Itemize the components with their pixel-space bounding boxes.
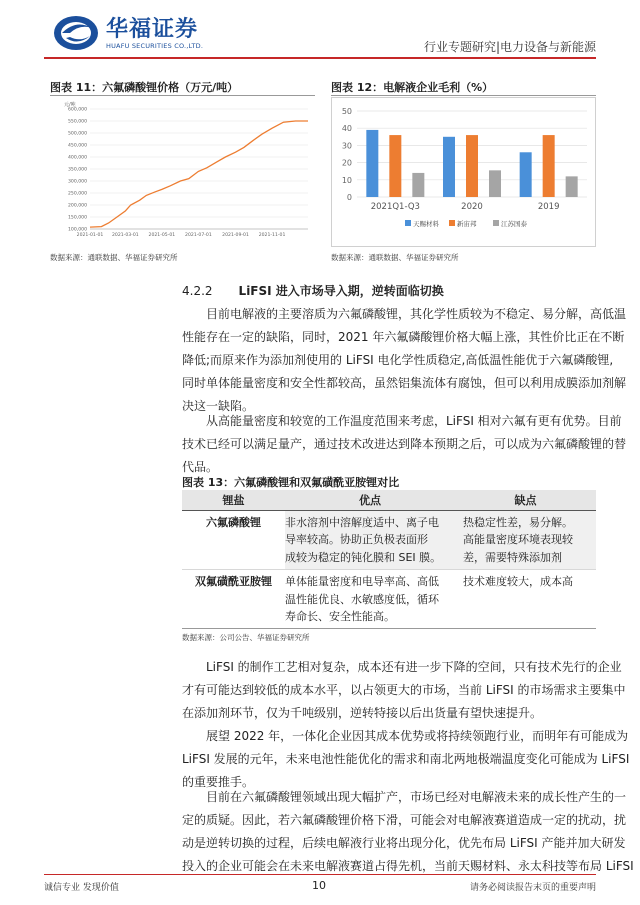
lipf6-price-chart xyxy=(50,97,315,247)
table-row xyxy=(182,510,596,570)
paragraph-2 xyxy=(182,410,627,479)
figure-11-rule xyxy=(50,95,315,96)
figure-11-source: 数据来源：通联数据、华福证券研究所 xyxy=(50,253,178,262)
text-line: 非水溶剂中溶解度适中、离子电 xyxy=(285,515,439,529)
text-line: 的重要推手。 xyxy=(182,775,255,789)
text-line: 成较为稳定的钝化膜和 SEI 膜。 xyxy=(285,550,442,564)
paragraph-3 xyxy=(182,656,626,725)
table-row xyxy=(182,570,596,629)
text-line: 投入的企业可能会在未来电解液赛道占得先机，当前天赐材料、永太科技等布局 LiFSI xyxy=(182,859,634,873)
text-line: 寿命长、安全性能高。 xyxy=(285,610,395,623)
bar xyxy=(389,135,401,197)
y-tick-label: 450,000 xyxy=(68,143,87,149)
salt-name: 六氟磷酸锂 xyxy=(206,515,261,529)
text-line: 决这一缺陷。 xyxy=(182,399,255,413)
company-logo xyxy=(52,12,212,56)
report-type: 行业专题研究|电力设备与新能源 xyxy=(423,40,596,54)
text-line: 动是逆转切换的过程，后续电解液行业将出现分化，优先布局 LiFSI 产能并加大研发 xyxy=(182,836,626,850)
legend-label: 新宙邦 xyxy=(457,220,477,228)
y-tick-label: 250,000 xyxy=(68,191,87,197)
text-line: 单体能量密度和电导率高、高低 xyxy=(285,575,439,588)
legend-label: 江苏国泰 xyxy=(501,220,527,228)
column-header: 优点 xyxy=(285,490,455,510)
figure-13-title: 图表 13：六氟磷酸锂和双氟磺酰亚胺锂对比 xyxy=(182,476,400,489)
section-title: LiFSI 进入市场导入期，逆转面临切换 xyxy=(238,284,444,298)
y-tick-label: 20 xyxy=(341,158,352,168)
text-line: 才有可能达到较低的成本水平，以占领更大的市场，当前 LiFSI 的市场需求主要集中 xyxy=(182,683,626,697)
text-line: 降低;而原来作为添加剂使用的 LiFSI 电化学性质稳定,高低温性能优于六氟磷酸锂, xyxy=(182,353,614,367)
table-cell-salt xyxy=(182,510,285,570)
footer-divider xyxy=(44,874,596,875)
lithium-salt-comparison-table xyxy=(182,490,596,629)
paragraph-5 xyxy=(182,786,634,878)
figure-11-title: 图表 11：六氟磷酸锂价格（万元/吨） xyxy=(50,81,239,94)
logo-chinese-name: 华福证券 xyxy=(106,16,199,42)
text-line: LiFSI 的制作工艺相对复杂，成本还有进一步下降的空间，只有技术先行的企业 xyxy=(206,660,622,674)
bar xyxy=(443,137,455,197)
bar xyxy=(466,135,478,197)
figure-13-source: 数据来源：公司公告、华福证券研究所 xyxy=(182,633,310,642)
table-bottom-rule xyxy=(182,628,596,629)
y-tick-label: 500,000 xyxy=(68,131,87,137)
text-line: 目前电解液的主要溶质为六氟磷酸锂，其化学性质较为不稳定、易分解，高低温 xyxy=(206,307,627,321)
y-tick-label: 50 xyxy=(341,107,352,116)
price-series-line xyxy=(90,121,308,227)
table-cell-pros xyxy=(285,510,455,570)
x-tick-label: 2021-09-01 xyxy=(222,233,249,238)
y-tick-label: 200,000 xyxy=(68,203,87,209)
paragraph-4 xyxy=(182,725,630,794)
table-cell-cons xyxy=(455,570,596,629)
logo-english-name: HUAFU SECURITIES CO.,LTD. xyxy=(106,42,204,50)
section-heading xyxy=(182,282,444,299)
table-cell-cons xyxy=(455,510,596,570)
x-tick-label: 2021-01-01 xyxy=(76,233,104,238)
y-tick-label: 40 xyxy=(341,124,352,134)
text-line: 性能存在一定的缺陷，同时，2021 年六氟磷酸锂价格大幅上涨，其性价比正在不断 xyxy=(182,330,625,344)
x-tick-label: 2019 xyxy=(537,202,560,212)
text-line: 技术已经可以满足量产，通过技术改进达到降本预期之后，可以成为六氟磷酸锂的替 xyxy=(182,437,627,451)
x-tick-label: 2021-05-01 xyxy=(148,233,176,238)
text-line: 高能量密度环境表现较 xyxy=(463,533,573,546)
figure-12-source: 数据来源：通联数据、华福证券研究所 xyxy=(331,253,459,262)
x-tick-label: 2021Q1-Q3 xyxy=(370,202,420,212)
bar xyxy=(520,152,532,197)
salt-name: 双氟磺酰亚胺锂 xyxy=(195,575,272,588)
y-tick-label: 30 xyxy=(341,141,352,151)
column-header: 锂盐 xyxy=(182,490,285,510)
y-tick-label: 350,000 xyxy=(68,167,87,173)
y-tick-label: 600,000 xyxy=(68,107,87,113)
y-tick-label: 100,000 xyxy=(68,227,87,233)
footer-slogan: 诚信专业 发现价值 xyxy=(44,883,119,893)
bar xyxy=(543,135,555,197)
text-line: 导率较高。协助正负极表面形 xyxy=(285,533,428,546)
text-line: 差，需要特殊添加剂 xyxy=(463,550,562,564)
y-axis-unit: 元/吨 xyxy=(64,102,76,108)
text-line: 目前在六氟磷酸锂领域出现大幅扩产，市场已经对电解液未来的成长性产生的一 xyxy=(206,790,627,804)
text-line: LiFSI 发展的元年，未来电池性能优化的需求和南北两地极端温度变化可能成为 LiFSI xyxy=(182,752,630,766)
header-divider xyxy=(44,57,596,59)
bar xyxy=(489,170,501,197)
table-cell-salt xyxy=(182,570,285,629)
bar xyxy=(412,173,424,197)
x-tick-label: 2021-11-01 xyxy=(258,233,286,238)
figure-12-title: 图表 12：电解液企业毛利（%） xyxy=(331,81,494,94)
text-line: 展望 2022 年，一体化企业因其成本优势或将持续领跑行业，而明年有可能成为 xyxy=(206,729,629,743)
text-line: 同时单体能量密度和安全性都较高，虽然铝集流体有腐蚀，但可以利用成膜添加剂解 xyxy=(182,376,627,390)
y-tick-label: 550,000 xyxy=(68,119,87,125)
bar xyxy=(566,176,578,197)
y-tick-label: 0 xyxy=(346,193,352,202)
table-header-row xyxy=(182,490,596,510)
figure-12-rule xyxy=(331,95,596,96)
x-tick-label: 2021-07-01 xyxy=(185,233,212,238)
text-line: 热稳定性差，易分解。 xyxy=(463,515,573,529)
text-line: 代品。 xyxy=(182,460,219,474)
text-line: 在添加剂环节，仅为千吨级别，逆转特接以后出货量有望快速提升。 xyxy=(182,706,543,720)
y-tick-label: 400,000 xyxy=(68,155,87,161)
y-tick-label: 300,000 xyxy=(68,179,87,185)
electrolyte-margin-chart xyxy=(331,97,596,247)
text-line: 技术难度较大，成本高 xyxy=(463,575,573,588)
legend-swatch xyxy=(493,220,499,226)
column-header: 缺点 xyxy=(455,490,596,510)
page-number: 10 xyxy=(312,879,326,892)
table-cell-pros xyxy=(285,570,455,629)
legend-swatch xyxy=(405,220,411,226)
text-line: 温性能优良、水敏感度低，循环 xyxy=(285,592,439,606)
text-line: 从高能量密度和较宽的工作温度范围来考虑，LiFSI 相对六氟有更有优势。目前 xyxy=(206,414,622,428)
legend-swatch xyxy=(449,220,455,226)
paragraph-1 xyxy=(182,303,627,418)
footer-disclaimer: 请务必阅读报告末页的重要声明 xyxy=(469,883,596,893)
y-tick-label: 10 xyxy=(341,175,352,185)
y-tick-label: 150,000 xyxy=(68,215,87,221)
text-line: 定的质疑。因此，若六氟磷酸锂价格下滑，可能会对电解液赛道造成一定的扰动，扰 xyxy=(182,813,627,827)
legend-label: 天赐材料 xyxy=(413,220,439,228)
bar xyxy=(366,130,378,197)
x-tick-label: 2021-03-01 xyxy=(111,233,139,238)
huafu-logo-icon xyxy=(52,14,102,52)
electrolyte-margin-chart-frame xyxy=(331,97,596,247)
section-number: 4.2.2 xyxy=(182,284,213,298)
x-tick-label: 2020 xyxy=(461,202,483,212)
